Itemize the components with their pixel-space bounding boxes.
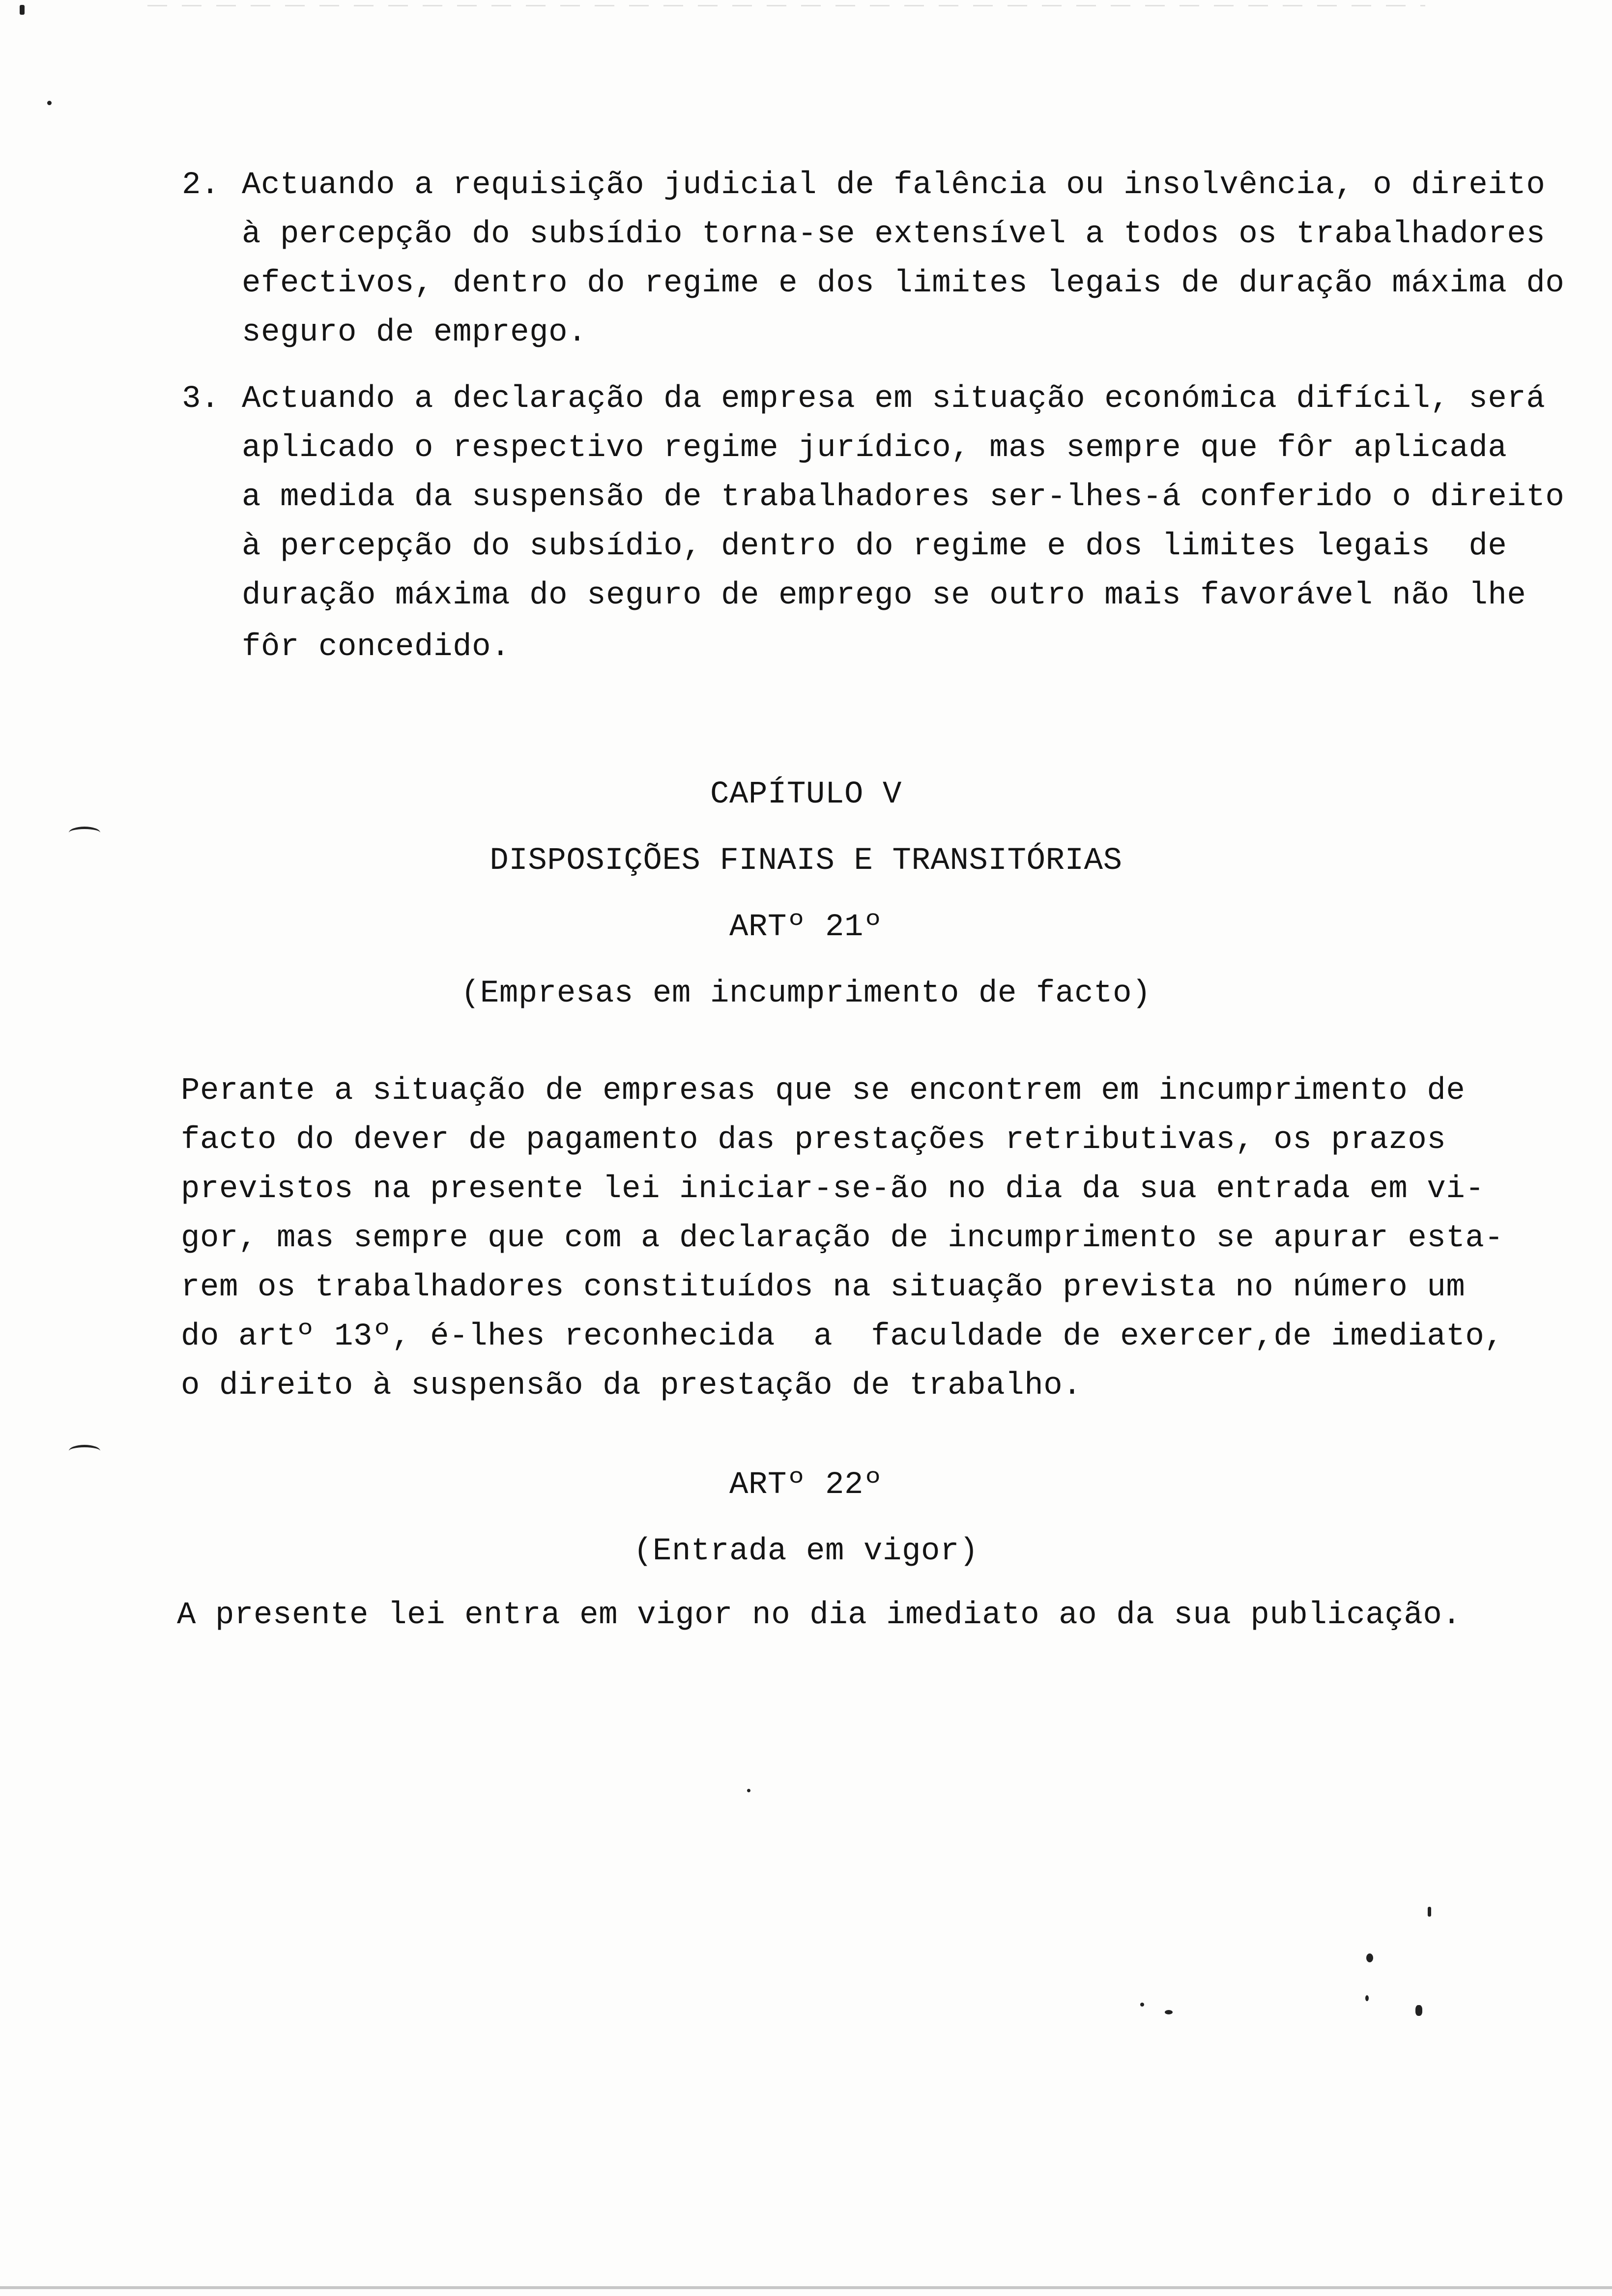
scan-speck [1165, 2010, 1173, 2014]
article-21-line: Perante a situação de empresas que se encontrem em incumprimento de [181, 1073, 1466, 1109]
item-number-2: 2. [182, 168, 220, 203]
article-22-text: A presente lei entra em vigor no dia imediato ao da sua publicação. [177, 1598, 1462, 1633]
article-22-caption: (Entrada em vigor) [633, 1534, 979, 1569]
scan-edge-top [147, 5, 1425, 6]
item-2-line: efectivos, dentro do regime e dos limites legais de duração máxima do [242, 266, 1565, 301]
article-21-heading: ARTº 21º [729, 910, 883, 945]
item-2-line: à percepção do subsídio torna-se extensível a todos os trabalhadores [242, 217, 1546, 252]
item-3-line: aplicado o respectivo regime jurídico, mas sempre que fôr aplicada [242, 430, 1507, 466]
item-3-line: duração máxima do seguro de emprego se outro mais favorável não lhe [242, 578, 1526, 613]
article-21-line: rem os trabalhadores constituídos na situação prevista no número um [181, 1270, 1466, 1305]
scan-speck [1140, 2003, 1144, 2007]
chapter-subtitle: DISPOSIÇÕES FINAIS E TRANSITÓRIAS [489, 843, 1123, 879]
chapter-title: CAPÍTULO V [710, 777, 902, 812]
article-21-line: o direito à suspensão da prestação de trabalho. [181, 1368, 1082, 1404]
scan-speck [747, 1789, 750, 1792]
scan-speck [1415, 2005, 1422, 2016]
item-3-line: a medida da suspensão de trabalhadores ser-lhes-á conferido o direito [242, 480, 1565, 515]
scan-mark [69, 827, 100, 839]
item-3-line: fôr concedido. [242, 630, 511, 665]
scan-speck [1428, 1907, 1431, 1917]
scan-edge-bottom [0, 2286, 1612, 2289]
scan-speck [47, 101, 52, 105]
item-2-line: seguro de emprego. [242, 315, 587, 350]
article-22-heading: ARTº 22º [729, 1467, 883, 1503]
article-21-line: facto do dever de pagamento das prestações retributivas, os prazos [181, 1122, 1446, 1158]
article-21-line: previstos na presente lei iniciar-se-ão no dia da sua entrada em vi- [181, 1172, 1485, 1207]
scan-speck [1365, 1995, 1369, 2001]
article-21-line: do artº 13º, é-lhes reconhecida a faculdade de exercer,de imediato, [181, 1319, 1504, 1354]
article-21-caption: (Empresas em incumprimento de facto) [461, 976, 1151, 1011]
item-3-line: à percepção do subsídio, dentro do regime e dos limites legais de [242, 529, 1507, 564]
item-number-3: 3. [182, 381, 220, 417]
item-3-line: Actuando a declaração da empresa em situação económica difícil, será [242, 381, 1546, 417]
scan-speck [20, 5, 25, 15]
scan-speck [1366, 1953, 1373, 1962]
article-21-line: gor, mas sempre que com a declaração de incumprimento se apurar esta- [181, 1221, 1504, 1256]
scan-mark [69, 1445, 100, 1457]
item-2-line: Actuando a requisição judicial de falência ou insolvência, o direito [242, 168, 1546, 203]
